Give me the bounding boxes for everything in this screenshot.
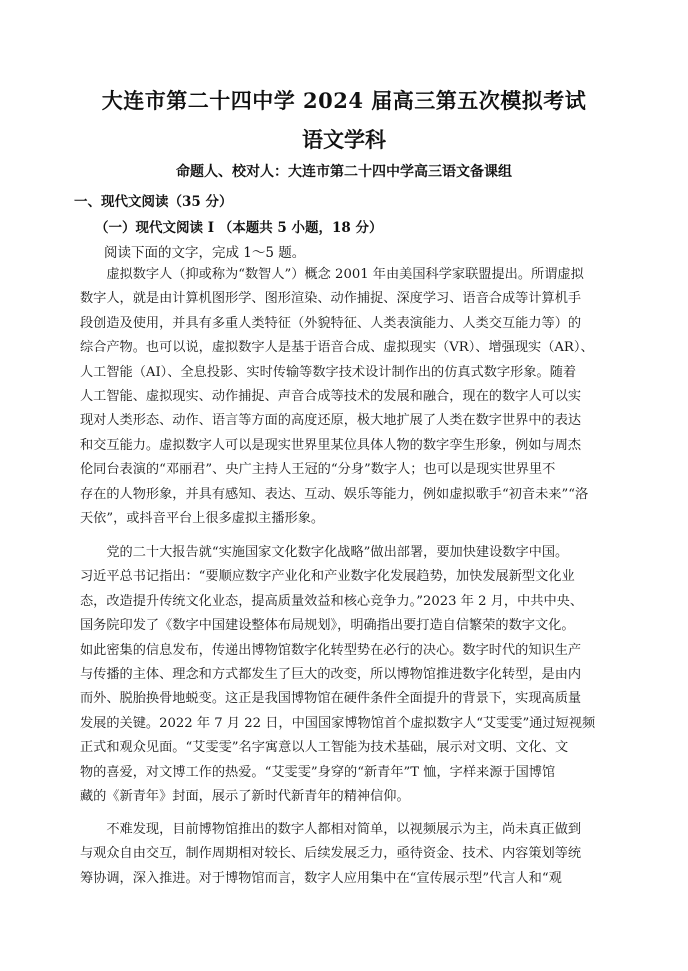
paragraph-2 <box>80 541 630 809</box>
text-line: 藏的《新青年》封面，展示了新时代新青年的精神信仰。 <box>80 789 410 805</box>
text-line: 不难发现，目前博物馆推出的数字人都相对简单，以视频展示为主，尚未真正做到 <box>80 822 582 837</box>
subject-title: 语文学科 <box>302 127 386 152</box>
section-heading: 一、现代文阅读（35 分） <box>74 194 233 210</box>
text-line: 态，改造提升传统文化业态，提高质量效益和核心竞争力。”2023 年 2 月，中共中央、 <box>80 593 584 609</box>
text-line: 习近平总书记指出：“要顺应数字产业化和产业数字化发展趋势，加快发展新型文化业 <box>80 569 575 585</box>
text-line: 物的喜爱，对文博工作的热爱。“艾雯雯”身穿的“新青年”T 恤，字样来源于国博馆 <box>80 764 556 780</box>
text-line: 虚拟数字人（抑或称为“数智人”）概念 2001 年由美国科学家联盟提出。所谓虚拟 <box>80 267 584 282</box>
text-line: 筹协调，深入推进。对于博物馆而言，数字人应用集中在“宣传展示型”代言人和“观 <box>80 870 562 886</box>
exam-title: 大连市第二十四中学 2024 届高三第五次模拟考试 <box>101 88 587 113</box>
paragraph-1 <box>80 263 630 531</box>
text-line: 与观众自由交互，制作周期相对较长、后续发展乏力，亟待资金、技术、内容策划等统 <box>80 846 582 862</box>
reading-instruction: 阅读下面的文字，完成 1～5 题。 <box>104 245 306 261</box>
text-line: 国务院印发了《数字中国建设整体布局规划》，明确指出要打造自信繁荣的数字文化。 <box>80 618 575 634</box>
text-line: 伦同台表演的“邓丽君”、央广主持人王冠的“分身”数字人；也可以是现实世界里不 <box>80 462 556 478</box>
authors-line: 命题人、校对人：大连市第二十四中学高三语文备课组 <box>176 164 512 180</box>
text-line: 综合产物。也可以说，虚拟数字人是基于语音合成、虚拟现实（VR）、增强现实（AR）、 <box>80 340 594 356</box>
text-line: 人工智能（AI）、全息投影、实时传输等数字技术设计制作出的仿真式数字形象。随着 <box>80 364 577 380</box>
text-line: 段创造及使用，并具有多重人类特征（外貌特征、人类表演能力、人类交互能力等）的 <box>80 315 582 331</box>
text-line: 与传播的主体、理念和方式都发生了巨大的改变，所以博物馆推进数字化转型，是由内 <box>80 667 582 683</box>
subsection-heading: （一）现代文阅读 I （本题共 5 小题，18 分） <box>95 220 383 236</box>
text-line: 数字人，就是由计算机图形学、图形渲染、动作捕捉、深度学习、语音合成等计算机手 <box>80 291 582 307</box>
text-line: 和交互能力。虚拟数字人可以是现实世界里某位具体人物的数字孪生形象，例如与周杰 <box>80 437 582 453</box>
text-line: 正式和观众见面。“艾雯雯”名字寓意以人工智能为技术基础，展示对文明、文化、文 <box>80 740 569 756</box>
text-line: 党的二十大报告就“实施国家文化数字化战略”做出部署，要加快建设数字中国。 <box>80 545 569 560</box>
text-line: 存在的人物形象，并具有感知、表达、互动、娱乐等能力，例如虚拟歌手“初音未来”“洛 <box>80 486 589 502</box>
paragraph-3 <box>80 818 630 891</box>
text-line: 发展的关键。2022 年 7 月 22 日，中国国家博物馆首个虚拟数字人“艾雯雯”通过短视频 <box>80 715 596 731</box>
text-line: 现对人类形态、动作、语言等方面的高度还原，极大地扩展了人类在数字世界中的表达 <box>80 413 582 429</box>
text-line: 而外、脱胎换骨地蜕变。这正是我国博物馆在硬件条件全面提升的背景下，实现高质量 <box>80 691 582 707</box>
text-line: 人工智能、虚拟现实、动作捕捉、声音合成等技术的发展和融合，现在的数字人可以实 <box>80 389 582 405</box>
text-line: 如此密集的信息发布，传递出博物馆数字化转型势在必行的决心。数字时代的知识生产 <box>80 642 582 658</box>
text-line: 天依”，或抖音平台上很多虚拟主播形象。 <box>80 511 325 527</box>
